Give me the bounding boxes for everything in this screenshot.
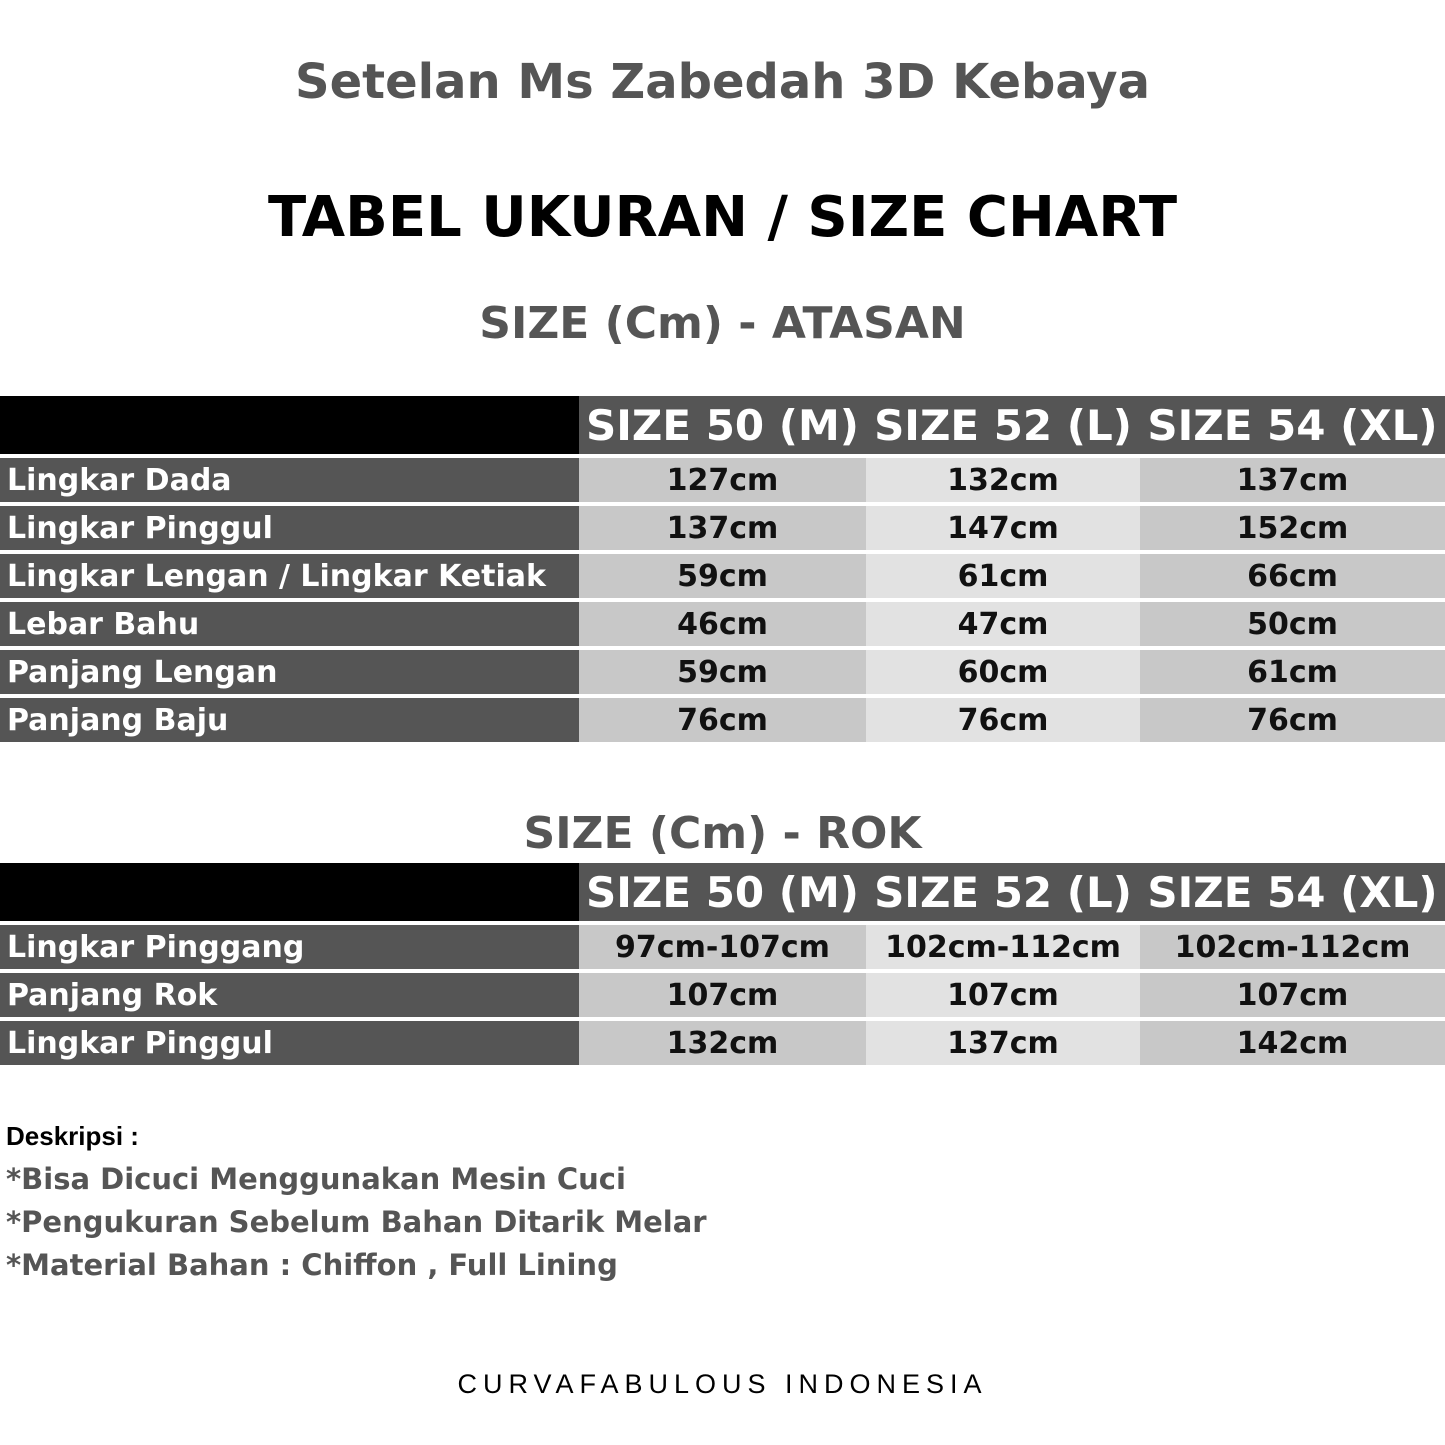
table-cell: 107cm bbox=[1140, 971, 1445, 1019]
table-cell: 61cm bbox=[866, 552, 1140, 600]
table-cell: 46cm bbox=[579, 600, 866, 648]
table-cell: 137cm bbox=[866, 1019, 1140, 1065]
table-cell: 59cm bbox=[579, 648, 866, 696]
table-cell: 107cm bbox=[866, 971, 1140, 1019]
column-header-size-52: SIZE 52 (L) bbox=[866, 396, 1140, 456]
description-item: *Material Bahan : Chiffon , Full Lining bbox=[6, 1248, 618, 1282]
table-cell: 132cm bbox=[866, 456, 1140, 504]
table-cell: 152cm bbox=[1140, 504, 1445, 552]
column-header-size-50: SIZE 50 (M) bbox=[579, 863, 866, 923]
atasan-size-table bbox=[0, 396, 1445, 742]
table-header-row bbox=[0, 396, 1445, 456]
table-row bbox=[0, 504, 1445, 552]
description-heading: Deskripsi : bbox=[6, 1121, 139, 1151]
column-header-size-52: SIZE 52 (L) bbox=[866, 863, 1140, 923]
table-cell: 61cm bbox=[1140, 648, 1445, 696]
table-cell: 60cm bbox=[866, 648, 1140, 696]
table-cell: 50cm bbox=[1140, 600, 1445, 648]
row-label: Lingkar Pinggang bbox=[0, 923, 579, 971]
table-cell: 102cm-112cm bbox=[1140, 923, 1445, 971]
table-cell: 47cm bbox=[866, 600, 1140, 648]
table-cell: 147cm bbox=[866, 504, 1140, 552]
table-corner-cell bbox=[0, 396, 579, 456]
table-cell: 142cm bbox=[1140, 1019, 1445, 1065]
page-title: Setelan Ms Zabedah 3D Kebaya bbox=[295, 54, 1150, 110]
table-cell: 76cm bbox=[579, 696, 866, 742]
table-row bbox=[0, 552, 1445, 600]
table-row bbox=[0, 600, 1445, 648]
row-label: Lingkar Pinggul bbox=[0, 504, 579, 552]
table-corner-cell bbox=[0, 863, 579, 923]
description-block bbox=[6, 1118, 906, 1287]
row-label: Lingkar Lengan / Lingkar Ketiak bbox=[0, 552, 579, 600]
table-header-row bbox=[0, 863, 1445, 923]
table-cell: 76cm bbox=[1140, 696, 1445, 742]
table-row bbox=[0, 923, 1445, 971]
table-cell: 137cm bbox=[579, 504, 866, 552]
table-row bbox=[0, 456, 1445, 504]
description-item: *Pengukuran Sebelum Bahan Ditarik Melar bbox=[6, 1205, 707, 1239]
rok-section-title: SIZE (Cm) - ROK bbox=[523, 808, 922, 859]
column-header-size-50: SIZE 50 (M) bbox=[579, 396, 866, 456]
table-cell: 102cm-112cm bbox=[866, 923, 1140, 971]
rok-size-table bbox=[0, 863, 1445, 1065]
row-label: Lebar Bahu bbox=[0, 600, 579, 648]
atasan-section-title: SIZE (Cm) - ATASAN bbox=[479, 298, 966, 349]
table-row bbox=[0, 696, 1445, 742]
table-cell: 127cm bbox=[579, 456, 866, 504]
size-chart-heading: TABEL UKURAN / SIZE CHART bbox=[267, 185, 1178, 250]
row-label: Lingkar Dada bbox=[0, 456, 579, 504]
column-header-size-54: SIZE 54 (XL) bbox=[1140, 863, 1445, 923]
row-label: Panjang Lengan bbox=[0, 648, 579, 696]
table-cell: 76cm bbox=[866, 696, 1140, 742]
row-label: Panjang Rok bbox=[0, 971, 579, 1019]
table-cell: 97cm-107cm bbox=[579, 923, 866, 971]
table-row bbox=[0, 971, 1445, 1019]
description-item: *Bisa Dicuci Menggunakan Mesin Cuci bbox=[6, 1162, 626, 1196]
table-cell: 66cm bbox=[1140, 552, 1445, 600]
table-cell: 107cm bbox=[579, 971, 866, 1019]
table-cell: 132cm bbox=[579, 1019, 866, 1065]
row-label: Panjang Baju bbox=[0, 696, 579, 742]
table-row bbox=[0, 1019, 1445, 1065]
column-header-size-54: SIZE 54 (XL) bbox=[1140, 396, 1445, 456]
table-cell: 59cm bbox=[579, 552, 866, 600]
table-cell: 137cm bbox=[1140, 456, 1445, 504]
table-row bbox=[0, 648, 1445, 696]
row-label: Lingkar Pinggul bbox=[0, 1019, 579, 1065]
brand-footer: CURVAFABULOUS INDONESIA bbox=[457, 1369, 988, 1399]
